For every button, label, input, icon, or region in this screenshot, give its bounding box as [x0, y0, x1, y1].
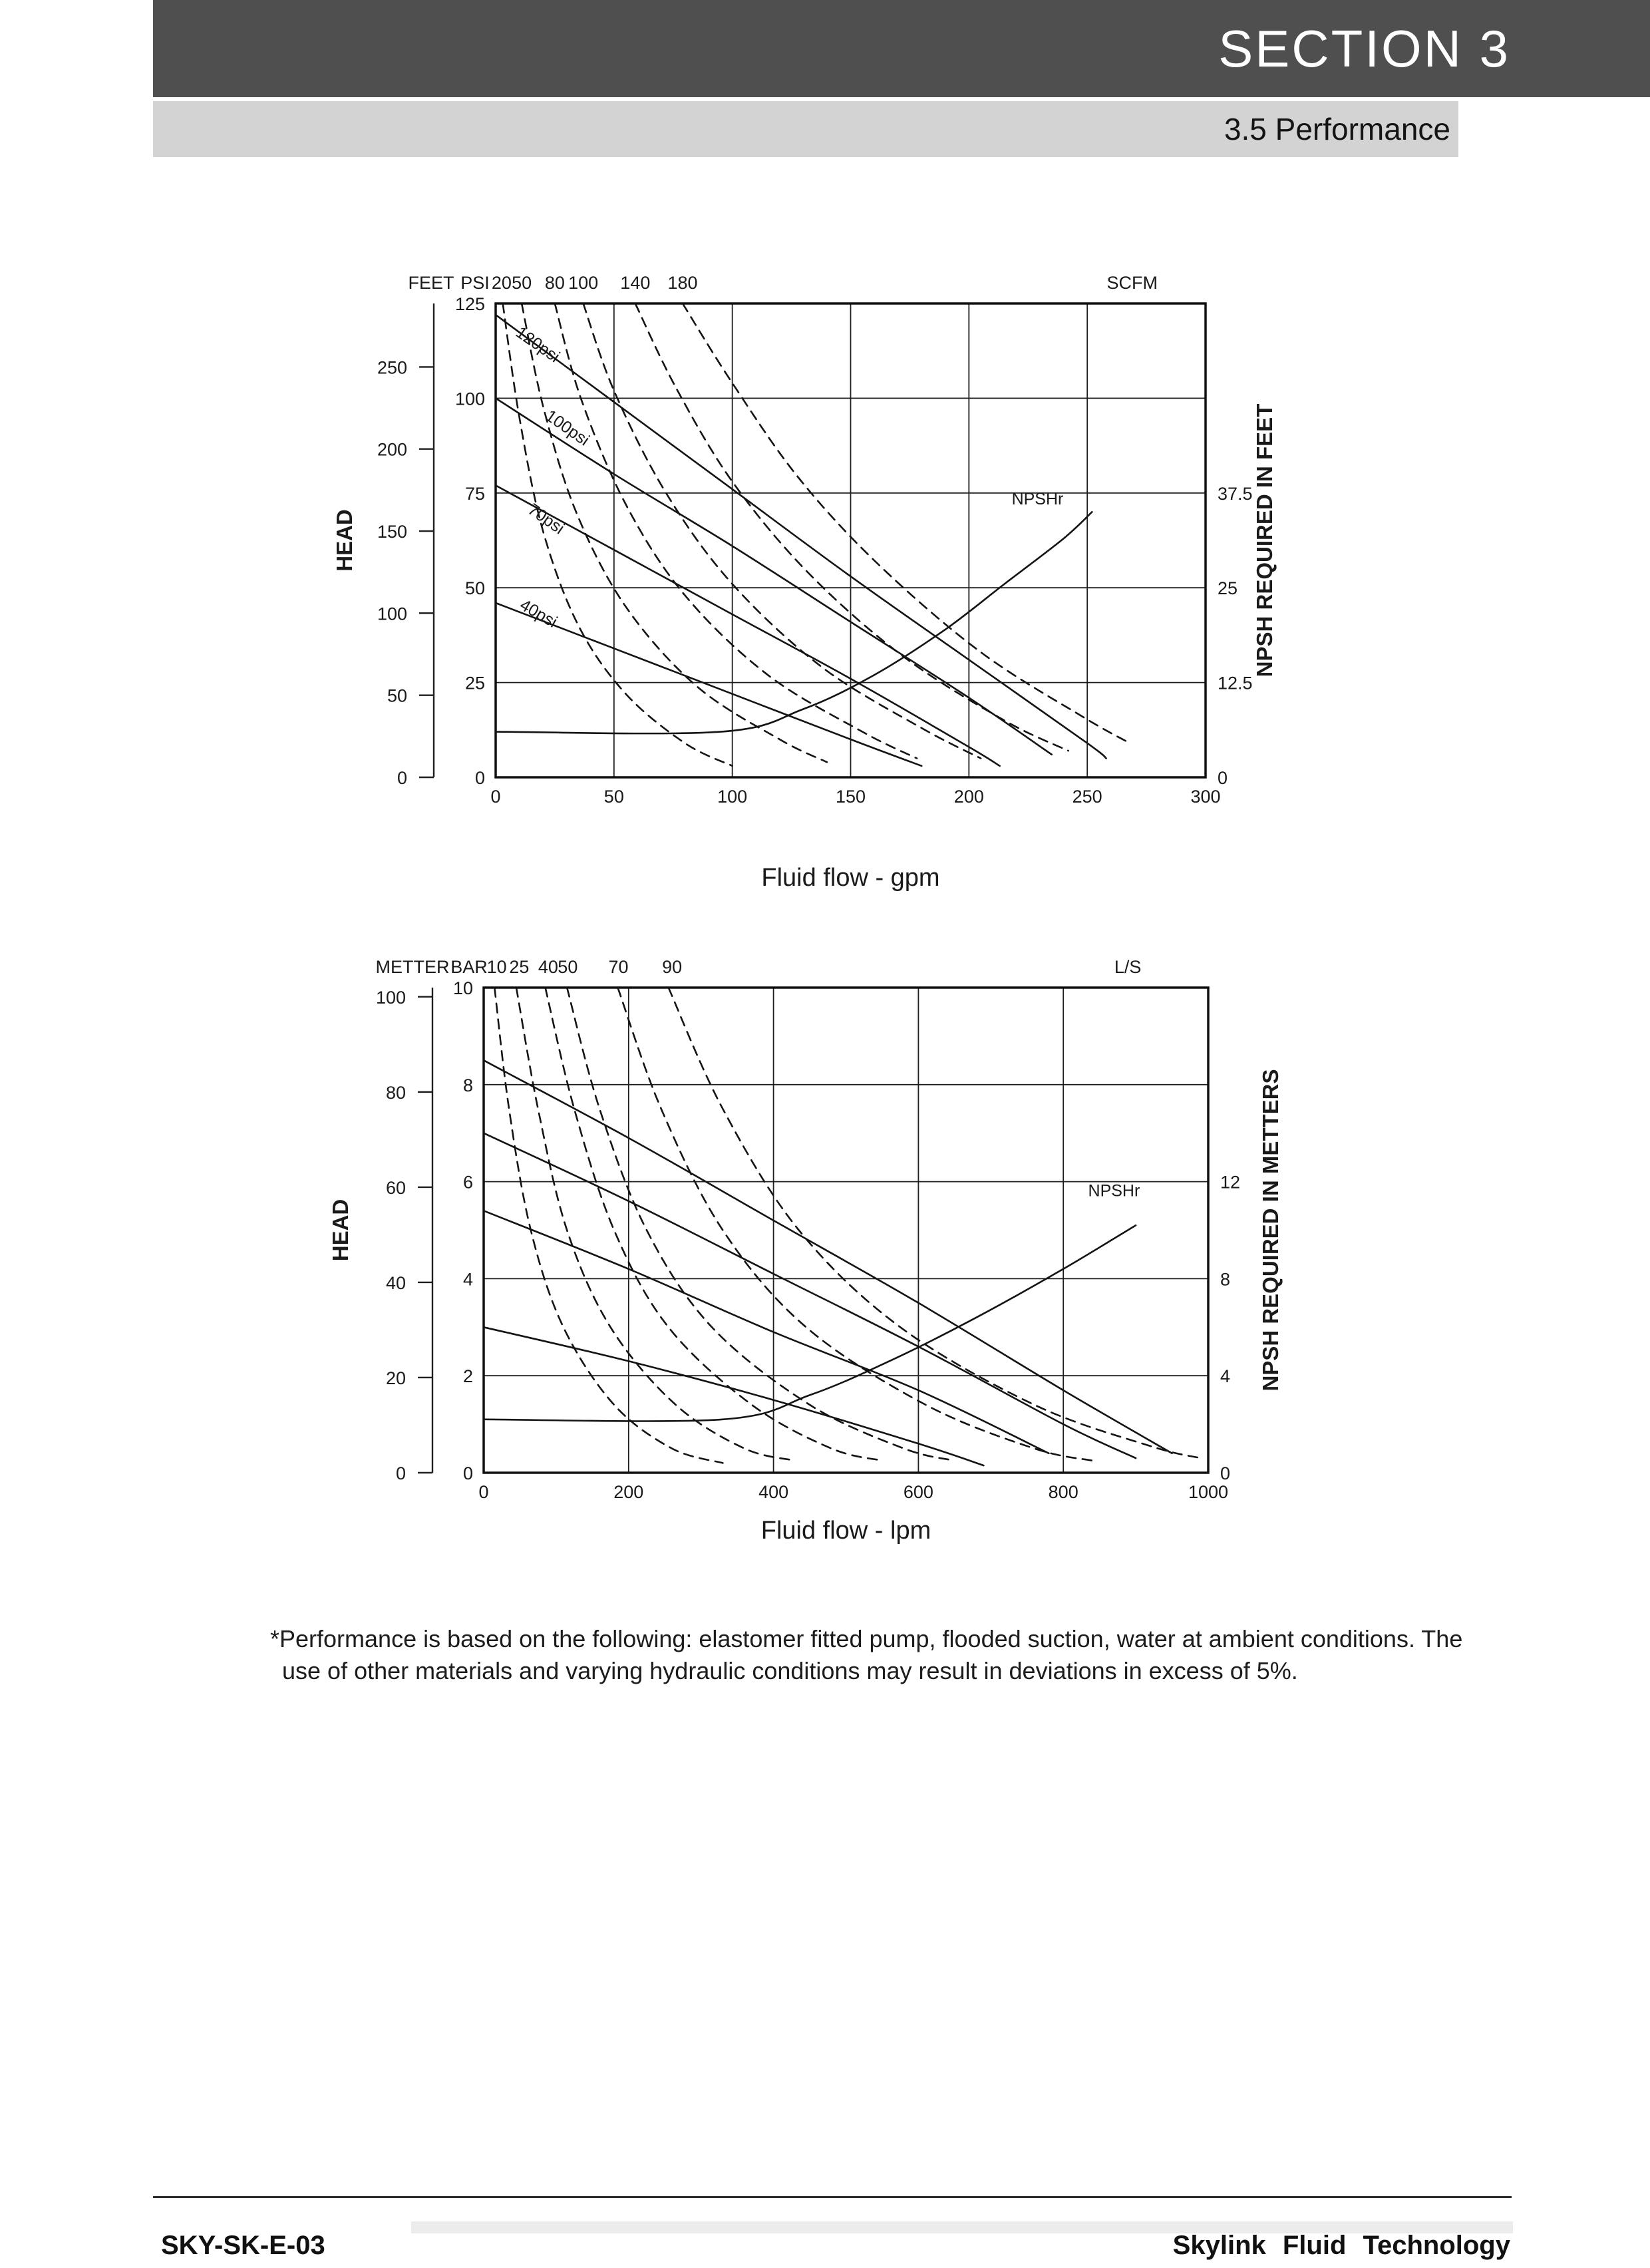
section-header-bar: [153, 0, 1650, 97]
outer-tick-label: 0: [395, 1463, 406, 1483]
document-code: SKY-SK-E-03: [161, 2231, 325, 2260]
series-ls-25: [516, 988, 795, 1461]
inner-tick-label: 25: [464, 673, 485, 693]
section-title: SECTION 3: [1218, 19, 1510, 78]
plot-border: [484, 988, 1208, 1473]
inner-tick-label: 2: [462, 1366, 473, 1387]
air-curve-label: 140: [620, 273, 651, 293]
series-scfm-80: [555, 303, 917, 759]
series-ls-70: [618, 988, 1092, 1461]
curve-label: 70psi: [524, 500, 568, 538]
series-npshr: [496, 512, 1092, 733]
outer-tick-label: 80: [385, 1082, 406, 1103]
head-axis-title: HEAD: [328, 1199, 353, 1262]
right-tick-label: 12: [1220, 1172, 1241, 1193]
air-unit-label: SCFM: [1106, 273, 1158, 293]
inner-tick-label: 10: [452, 978, 473, 998]
air-curve-label: 20: [491, 273, 512, 293]
inner-axis-header: PSI: [460, 273, 490, 293]
air-curve-label: 180: [667, 273, 698, 293]
outer-tick-label: 20: [385, 1368, 406, 1388]
right-axis-title: NPSH REQUIRED IN METTERS: [1258, 1069, 1283, 1392]
inner-tick-label: 0: [462, 1463, 473, 1483]
x-tick-label: 1000: [1188, 1482, 1229, 1502]
series-head-70psi: [496, 485, 1000, 766]
x-tick-label: 0: [478, 1482, 489, 1502]
outer-axis-header: FEET: [408, 273, 454, 293]
x-tick-label: 400: [758, 1482, 789, 1502]
x-tick-label: 600: [903, 1482, 933, 1502]
series-head-3: [484, 1211, 1049, 1453]
performance-chart-lpm: [306, 945, 1344, 1584]
outer-tick-label: 250: [377, 357, 407, 378]
inner-tick-label: 50: [464, 578, 485, 599]
footnote-line-2: use of other materials and varying hydraulic conditions may result in deviations in excess of 5%.: [282, 1657, 1298, 1684]
curve-label: NPSHr: [1011, 489, 1064, 508]
series-scfm-50: [522, 303, 827, 762]
series-ls-40: [546, 988, 882, 1461]
outer-tick-label: 200: [377, 439, 407, 460]
subsection-header-bar: [153, 101, 1458, 157]
right-axis-title: NPSH REQUIRED IN FEET: [1252, 403, 1277, 677]
air-curve-label: 10: [486, 957, 507, 977]
inner-tick-label: 6: [462, 1172, 473, 1193]
air-curve-label: 100: [568, 273, 599, 293]
series-npshr: [484, 1225, 1136, 1421]
outer-tick-label: 0: [397, 768, 407, 788]
x-tick-label: 200: [953, 787, 984, 807]
x-tick-label: 250: [1072, 787, 1102, 807]
series-scfm-20: [503, 303, 733, 766]
air-curve-label: 40: [538, 957, 558, 977]
inner-tick-label: 75: [464, 483, 485, 504]
footer-divider: [153, 2196, 1512, 2198]
outer-tick-label: 60: [385, 1177, 406, 1198]
outer-tick-label: 40: [385, 1272, 406, 1293]
x-tick-label: 150: [835, 787, 866, 807]
outer-tick-label: 150: [377, 522, 407, 542]
x-tick-label: 50: [603, 787, 624, 807]
series-scfm-180: [683, 303, 1130, 743]
head-axis-title: HEAD: [332, 509, 357, 572]
x-tick-label: 0: [490, 787, 501, 807]
right-tick-label: 8: [1220, 1269, 1231, 1290]
company-name: Skylink Fluid Technology: [1172, 2231, 1510, 2260]
outer-tick-label: 100: [377, 604, 407, 624]
inner-tick-label: 100: [454, 389, 485, 409]
x-axis-title: Fluid flow - gpm: [761, 864, 940, 892]
x-tick-label: 300: [1190, 787, 1221, 807]
inner-tick-label: 0: [474, 768, 485, 788]
inner-tick-label: 8: [462, 1075, 473, 1095]
inner-tick-label: 125: [454, 294, 485, 314]
x-axis-title: Fluid flow - lpm: [760, 1517, 931, 1545]
series-ls-90: [669, 988, 1201, 1458]
air-curve-label: 50: [512, 273, 532, 293]
right-tick-label: 12.5: [1218, 673, 1253, 693]
outer-tick-label: 50: [387, 685, 407, 706]
curve-label: 40psi: [516, 595, 561, 632]
series-head-100psi: [496, 398, 1052, 754]
subsection-title: 3.5 Performance: [1224, 112, 1450, 146]
inner-axis-header: BAR: [450, 957, 488, 977]
footnote-line-1: *Performance is based on the following: elastomer fitted pump, flooded suction, water at ambient conditions. The: [270, 1625, 1463, 1652]
series-scfm-100: [583, 303, 981, 759]
air-curve-label: 80: [544, 273, 565, 293]
air-curve-label: 90: [662, 957, 683, 977]
right-tick-label: 37.5: [1218, 483, 1253, 504]
outer-tick-label: 100: [375, 987, 406, 1008]
air-unit-label: L/S: [1114, 957, 1142, 977]
x-tick-label: 100: [717, 787, 748, 807]
performance-chart-gpm: [306, 266, 1344, 905]
outer-axis-header: METTER: [375, 957, 450, 977]
air-curve-label: 70: [608, 957, 629, 977]
right-tick-label: 0: [1218, 768, 1228, 788]
x-tick-label: 800: [1048, 1482, 1078, 1502]
air-curve-label: 25: [509, 957, 530, 977]
right-tick-label: 0: [1220, 1463, 1231, 1483]
curve-label: 120psi: [512, 323, 564, 367]
x-tick-label: 200: [613, 1482, 644, 1502]
curve-label: NPSHr: [1088, 1181, 1140, 1201]
air-curve-label: 50: [558, 957, 578, 977]
series-head-1: [484, 1060, 1172, 1453]
curve-label: 100psi: [542, 406, 593, 450]
right-tick-label: 25: [1218, 578, 1238, 599]
right-tick-label: 4: [1220, 1366, 1231, 1387]
inner-tick-label: 4: [462, 1269, 473, 1290]
